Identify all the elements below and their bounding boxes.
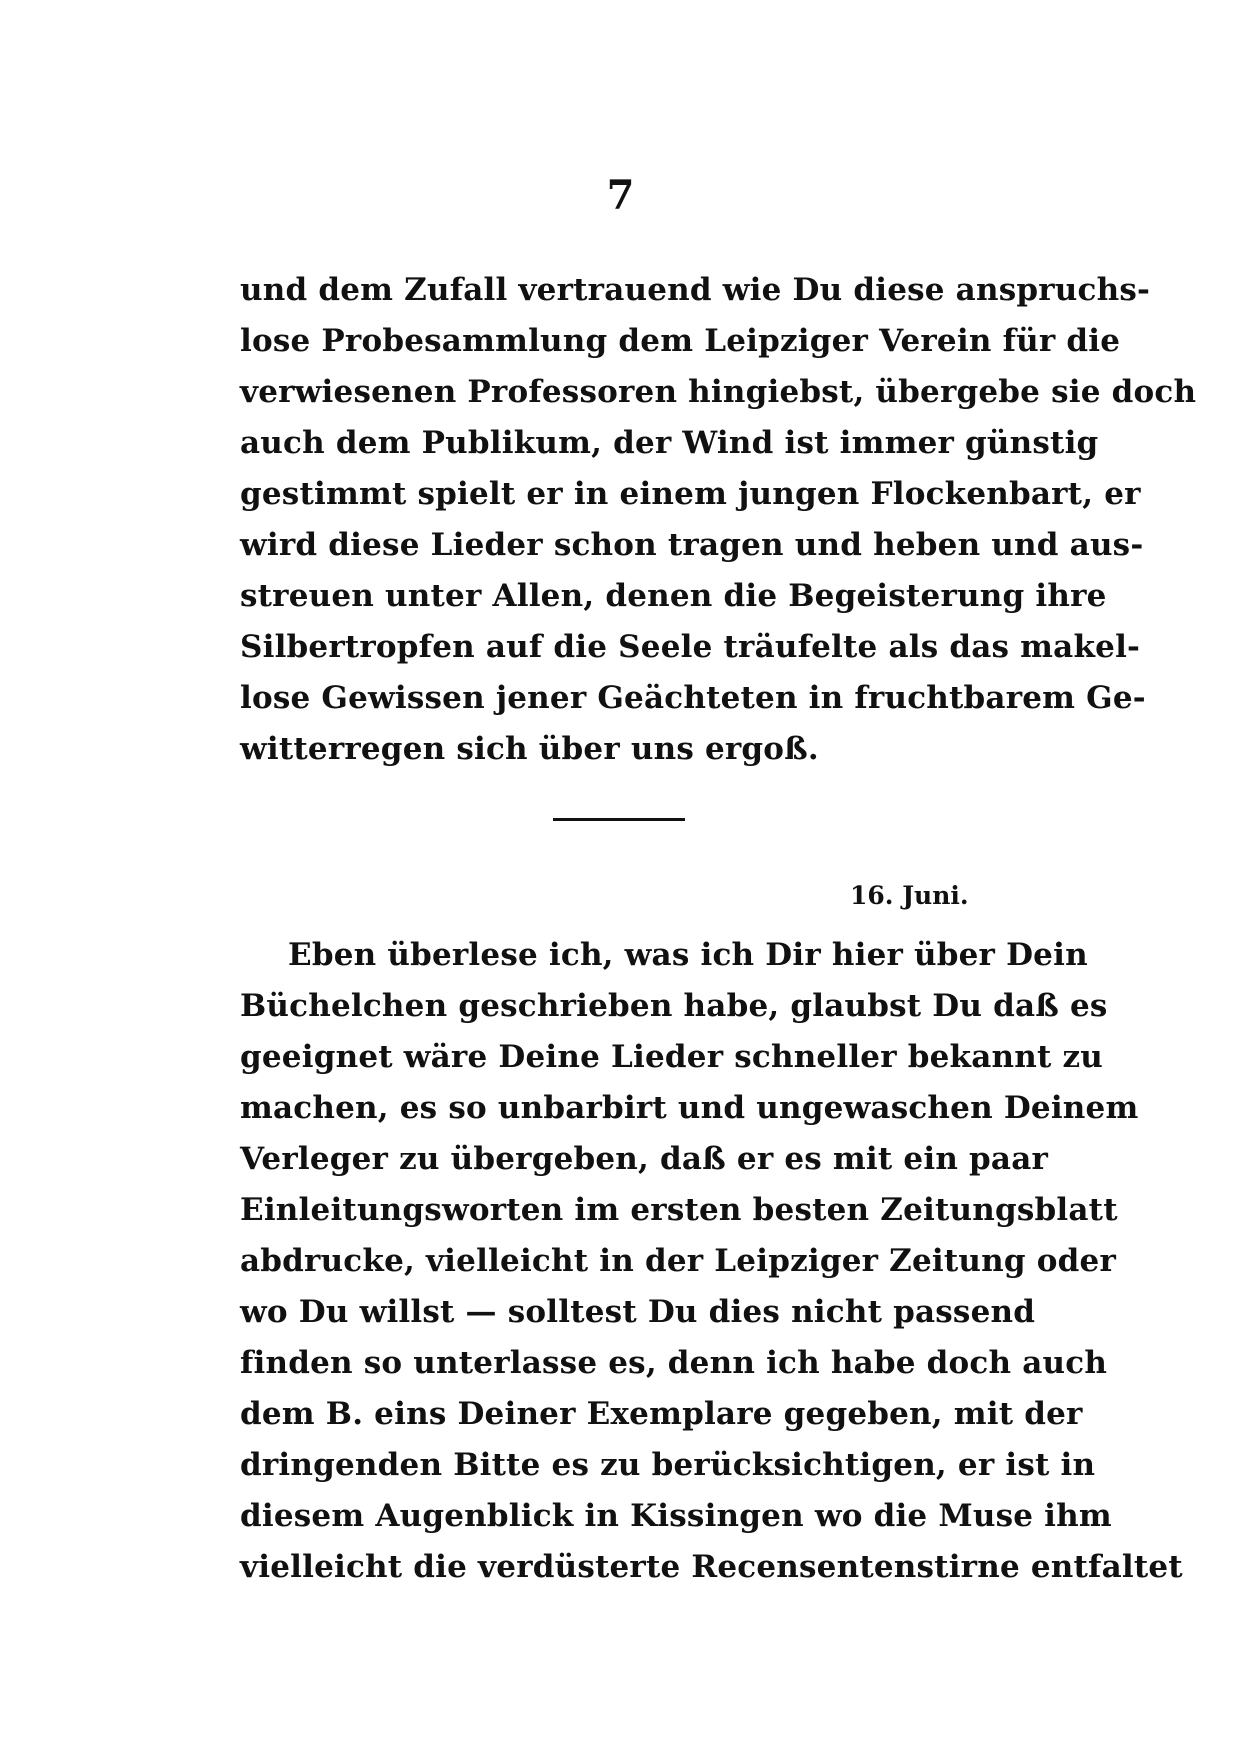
paragraph-2 bbox=[240, 930, 1183, 1593]
text-line: streuen unter Allen, denen die Begeisterung ihre bbox=[240, 578, 1107, 614]
text-line: finden so unterlasse es, denn ich habe doch auch bbox=[240, 1345, 1108, 1381]
text-line: und dem Zufall vertrauend wie Du diese anspruchs- bbox=[240, 272, 1151, 308]
text-line: Einleitungsworten im ersten besten Zeitungsblatt bbox=[240, 1192, 1118, 1228]
page-number: 7 bbox=[606, 172, 635, 219]
section-separator bbox=[553, 818, 685, 821]
text-line: Büchelchen geschrieben habe, glaubst Du daß es bbox=[240, 988, 1108, 1024]
text-line: diesem Augenblick in Kissingen wo die Muse ihm bbox=[240, 1498, 1112, 1534]
text-line: wo Du willst — solltest Du dies nicht passend bbox=[240, 1294, 1036, 1330]
text-line: auch dem Publikum, der Wind ist immer günstig bbox=[240, 425, 1099, 461]
text-line: gestimmt spielt er in einem jungen Flockenbart, er bbox=[240, 476, 1141, 512]
text-line: lose Probesammlung dem Leipziger Verein für die bbox=[240, 323, 1121, 359]
text-line: wird diese Lieder schon tragen und heben und aus- bbox=[240, 527, 1144, 563]
text-line: dringenden Bitte es zu berücksichtigen, er ist in bbox=[240, 1447, 1096, 1483]
text-line: abdrucke, vielleicht in der Leipziger Zeitung oder bbox=[240, 1243, 1116, 1279]
text-line: witterregen sich über uns ergoß. bbox=[240, 731, 819, 767]
date-heading: 16. Juni. bbox=[850, 881, 969, 910]
text-line: Verleger zu übergeben, daß er es mit ein paar bbox=[240, 1141, 1049, 1177]
text-line: Eben überlese ich, was ich Dir hier über Dein bbox=[288, 937, 1088, 973]
text-line: geeignet wäre Deine Lieder schneller bekannt zu bbox=[240, 1039, 1104, 1075]
text-line: dem B. eins Deiner Exemplare gegeben, mit der bbox=[240, 1396, 1083, 1432]
text-line: lose Gewissen jener Geächteten in fruchtbarem Ge- bbox=[240, 680, 1146, 716]
text-line: vielleicht die verdüsterte Recensentenstirne entfaltet bbox=[240, 1549, 1183, 1585]
paragraph-1 bbox=[240, 265, 1197, 775]
text-line: verwiesenen Professoren hingiebst, übergebe sie doch bbox=[240, 374, 1197, 410]
text-line: machen, es so unbarbirt und ungewaschen Deinem bbox=[240, 1090, 1139, 1126]
text-line: Silbertropfen auf die Seele träufelte als das makel- bbox=[240, 629, 1141, 665]
